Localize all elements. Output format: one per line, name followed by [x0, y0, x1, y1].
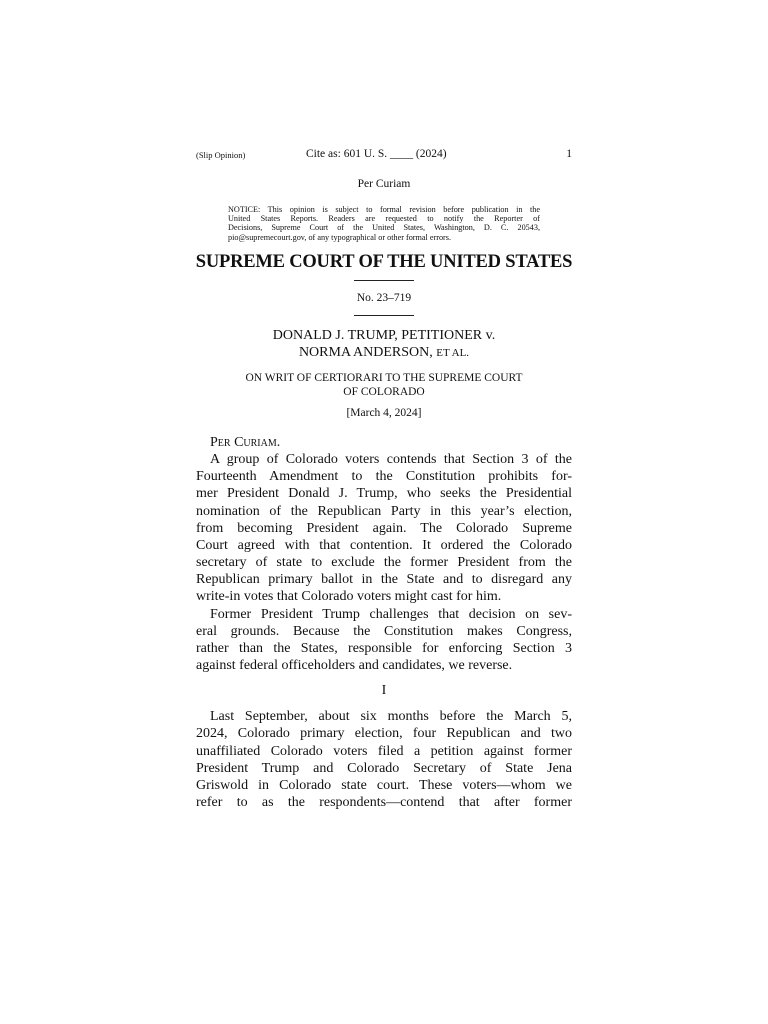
caption-et-al: ET AL. [436, 347, 470, 359]
publication-notice [228, 205, 540, 242]
certiorari-statement [196, 371, 572, 399]
docket-number: No. 23–719 [356, 292, 412, 304]
opinion-body [196, 434, 572, 811]
page-header [196, 148, 572, 164]
divider-rule [354, 315, 414, 316]
decision-date: [March 4, 2024] [346, 407, 422, 419]
per-curiam-label [196, 434, 572, 451]
per-curiam-heading: Per Curiam [357, 178, 411, 190]
text-line: Griswold in Colorado state court. These voters—whom we [196, 777, 572, 793]
text-line: mer President Donald J. Trump, who seeks the Presidential [196, 486, 572, 502]
certiorari-line-1: ON WRIT OF CERTIORARI TO THE SUPREME COURT [245, 372, 523, 384]
caption-line-2 [196, 344, 572, 362]
text-line: write-in votes that Colorado voters might cast for him. [196, 589, 502, 605]
paragraph-2 [196, 606, 572, 675]
text-line: from becoming President again. The Colorado Supreme [196, 520, 572, 536]
divider-rule [354, 280, 414, 281]
text-line: Fourteenth Amendment to the Constitution prohibits for- [196, 469, 572, 485]
text-line: rather than the States, responsible for enforcing Section 3 [196, 640, 572, 656]
page-number: 1 [566, 148, 572, 160]
paragraph-3 [196, 708, 572, 811]
text-line: Republican primary ballot in the State and to disregard any [196, 572, 572, 588]
text-line: Former President Trump challenges that decision on sev- [210, 606, 572, 622]
text-line: eral grounds. Because the Constitution makes Congress, [196, 623, 572, 639]
text-line: unaffiliated Colorado voters filed a petition against former [196, 743, 572, 759]
caption-line-1: DONALD J. TRUMP, PETITIONER v. [272, 328, 496, 343]
court-name: SUPREME COURT OF THE UNITED STATES [195, 252, 573, 272]
text-line: refer to as the respondents—contend that after former [196, 794, 572, 810]
case-caption [196, 327, 572, 362]
certiorari-line-2: OF COLORADO [343, 386, 425, 398]
per-curiam-text: Per Curiam. [210, 435, 281, 450]
text-line: A group of Colorado voters contends that Section 3 of the [210, 452, 572, 468]
notice-line: pio@supremecourt.gov, of any typographical or other formal errors. [228, 232, 451, 242]
text-line: Court agreed with that contention. It ordered the Colorado [196, 537, 572, 553]
caption-respondent: NORMA ANDERSON, [298, 345, 437, 360]
notice-line: Decisions, Supreme Court of the United States, Washington, D. C. 20543, [228, 223, 540, 233]
text-line: Last September, about six months before the March 5, [210, 709, 572, 725]
notice-line: United States Reports. Readers are requested to notify the Reporter of [228, 214, 540, 224]
text-line: against federal officeholders and candidates, we reverse. [196, 658, 513, 674]
text-line: secretary of state to exclude the former President from the [196, 555, 572, 571]
text-line: nomination of the Republican Party in this year’s election, [196, 503, 572, 519]
section-heading: I [381, 683, 387, 699]
slip-opinion-label: (Slip Opinion) [196, 150, 246, 160]
text-line: President Trump and Colorado Secretary of State Jena [196, 760, 572, 776]
paragraph-1 [196, 451, 572, 605]
slip-opinion-page [196, 0, 572, 1024]
citation: Cite as: 601 U. S. ____ (2024) [306, 148, 447, 160]
text-line: 2024, Colorado primary election, four Republican and two [196, 726, 572, 742]
notice-line: NOTICE: This opinion is subject to formal revision before publication in the [228, 205, 540, 214]
